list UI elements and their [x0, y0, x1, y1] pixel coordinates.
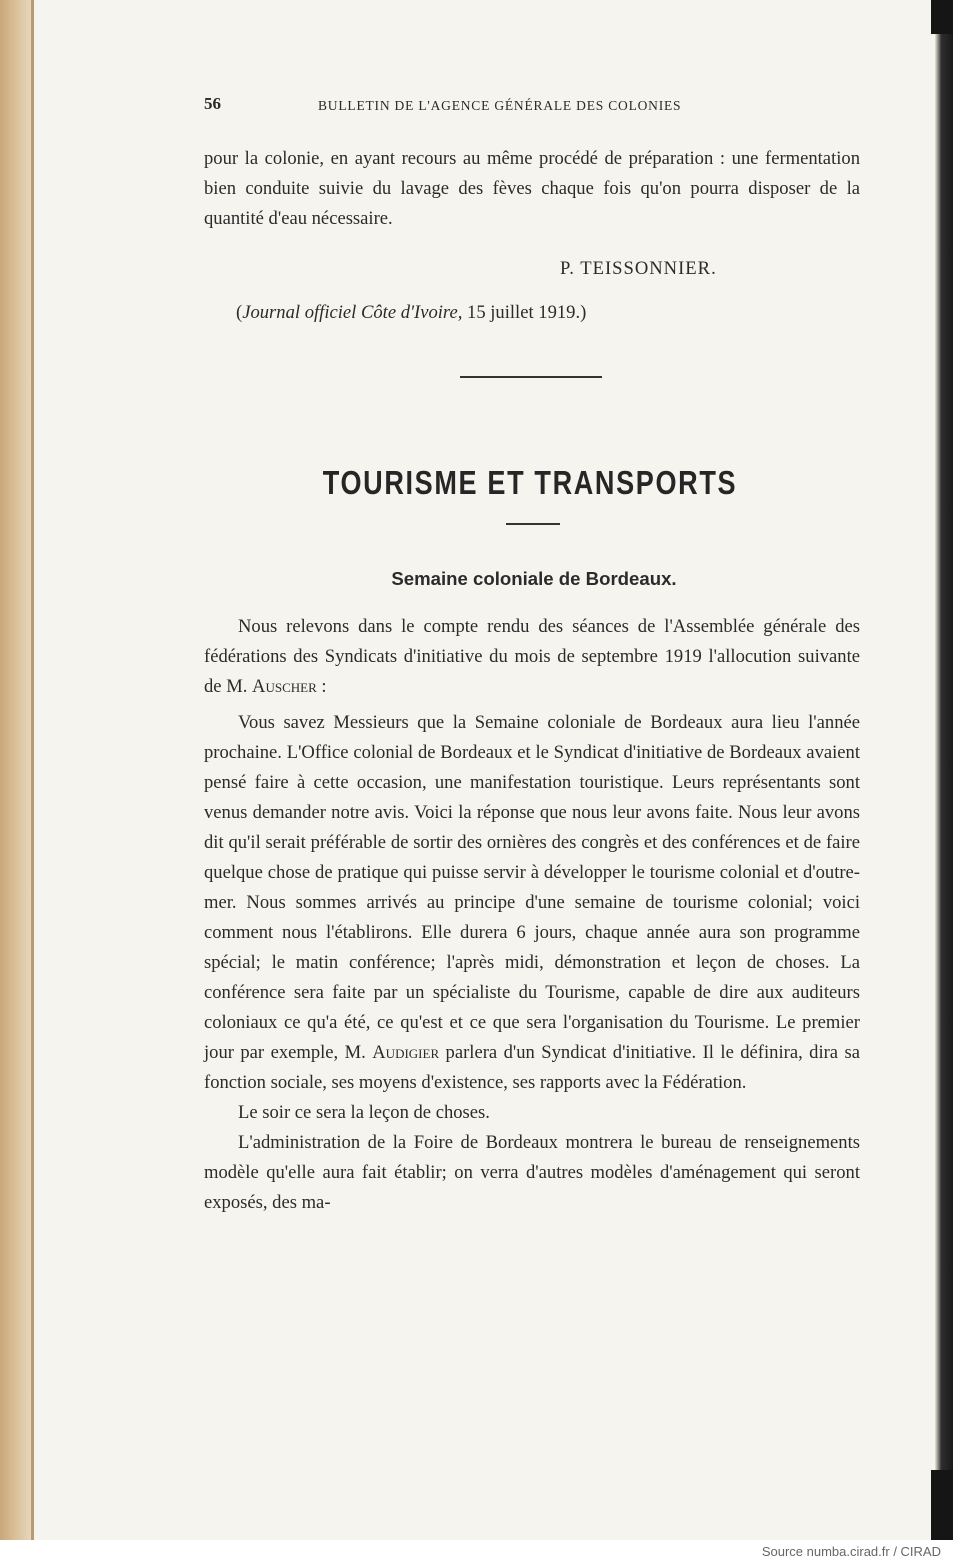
quote-paragraph [204, 708, 860, 1098]
section-divider [460, 376, 602, 378]
running-title: BULLETIN DE L'AGENCE GÉNÉRALE DES COLONIES [318, 98, 682, 113]
intro-text: Nous relevons dans le compte rendu des séances de l'Assemblée générale des fédérations des Syndicats d'initiative du mois de septembre 1919 l'allocution suivante de M. [204, 616, 860, 697]
quote-text: Vous savez Messieurs que la Semaine coloniale de Bordeaux aura lieu l'année prochaine. L'Office colonial de Bordeaux et le Syndicat d'initiative de Bordeaux avaient pensé faire à cette occasion, une manifestation touristique. Leurs représentants sont venus demander notre avis. Voici la réponse que nous leur avons faite. Nous leur avons dit qu'il serait préférable de sortir des ornières des congrès et des conférences et de faire quelque chose de pratique qui puisse servir à développer le tourisme colonial et d'outre-mer. Nous sommes arrivés au principe d'une semaine de tourisme colonial; voici comment nous l'établirons. Elle durera 6 jours, chaque année aura son programme spécial; le matin conférence; l'après midi, démonstration et leçon de choses. La conférence sera faite par un spécialiste du Tourisme, capable de dire aux auditeurs coloniaux ce qu'a été, ce qu'est et ce que sera l'organisation du Tourisme. Le premier jour par exemple, M. [204, 712, 860, 1063]
intro-end: : [316, 676, 327, 697]
previous-article-ending [204, 144, 860, 234]
evening-paragraph: Le soir ce sera la leçon de choses. [238, 1102, 490, 1123]
title-underline [506, 523, 560, 525]
source-open: ( [236, 302, 243, 323]
intro-paragraph [204, 612, 860, 702]
binding-tab-top [931, 0, 953, 34]
article-subtitle: Semaine coloniale de Bordeaux. [391, 568, 677, 589]
section-title: TOURISME ET TRANSPORTS [322, 464, 738, 501]
article-body [204, 612, 860, 1218]
book-binding [935, 0, 953, 1540]
source-date: 15 juillet 1919.) [462, 302, 587, 323]
speaker-name: Auscher [252, 676, 317, 697]
book-page-edge [0, 0, 34, 1540]
source-citation [236, 302, 586, 324]
last-paragraph: L'administration de la Foire de Bordeaux montrera le bureau de renseignements modèle qu'elle aura fait établir; on verra d'autres modèles d'aménagement qui seront exposés, des ma- [204, 1132, 860, 1213]
running-head [204, 94, 764, 118]
binding-tab-bottom [931, 1470, 953, 1540]
source-credit: Source numba.cirad.fr / CIRAD [761, 1544, 941, 1559]
closing-paragraph: pour la colonie, en ayant recours au même procédé de préparation : une fermentation bien conduite suivie du lavage des fèves chaque fois qu'on pourra disposer de la quantité d'eau nécessaire. [204, 148, 860, 229]
source-journal: Journal officiel Côte d'Ivoire, [242, 302, 463, 323]
page-number: 56 [204, 94, 221, 113]
quoted-name: Audigier [372, 1042, 440, 1063]
author-signature: P. TEISSONNIER. [560, 258, 717, 279]
quote-end: parlera d'un Syndicat d'initiative. Il le définira, dira sa fonction sociale, ses moyens d'existence, ses rapports avec la Fédération. [204, 1042, 860, 1093]
